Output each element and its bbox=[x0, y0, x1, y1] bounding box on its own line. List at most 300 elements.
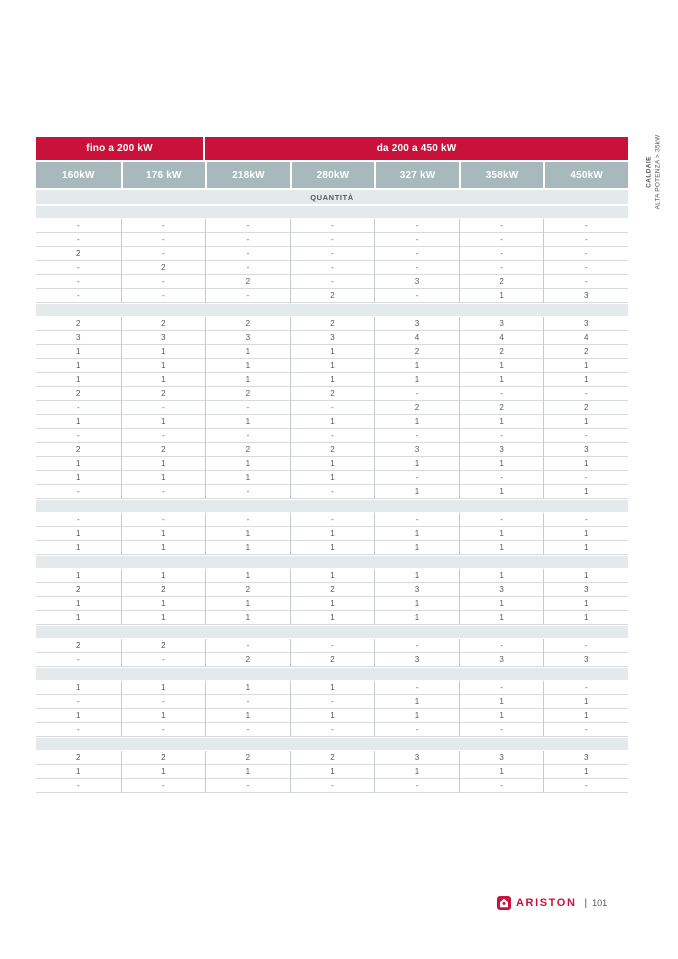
quantity-cell: - bbox=[374, 387, 459, 401]
quantity-cell: 1 bbox=[459, 597, 544, 611]
section-band bbox=[36, 667, 628, 681]
quantity-cell: 1 bbox=[543, 415, 628, 429]
quantity-cell: 1 bbox=[459, 289, 544, 303]
table-row bbox=[36, 681, 628, 695]
table-row bbox=[36, 247, 628, 261]
quantity-cell: 2 bbox=[205, 387, 290, 401]
table-row bbox=[36, 359, 628, 373]
quantity-cell: 2 bbox=[459, 275, 544, 289]
side-tab-text bbox=[644, 135, 662, 210]
quantity-cell: 1 bbox=[290, 527, 375, 541]
quantity-cell: 1 bbox=[36, 457, 121, 471]
quantity-cell: - bbox=[205, 429, 290, 443]
quantity-cell: 3 bbox=[374, 653, 459, 667]
section-band-row bbox=[36, 555, 628, 569]
quantity-cell: 1 bbox=[459, 765, 544, 779]
table-row bbox=[36, 401, 628, 415]
quantity-cell: - bbox=[459, 779, 544, 793]
quantity-cell: 1 bbox=[205, 457, 290, 471]
quantity-cell: 2 bbox=[290, 317, 375, 331]
quantity-cell: - bbox=[36, 513, 121, 527]
table-row bbox=[36, 583, 628, 597]
quantity-cell: 1 bbox=[205, 569, 290, 583]
table-row bbox=[36, 541, 628, 555]
quantity-cell: - bbox=[205, 513, 290, 527]
quantity-cell: 1 bbox=[374, 527, 459, 541]
quantity-cell: - bbox=[459, 471, 544, 485]
quantity-cell: 1 bbox=[374, 569, 459, 583]
quantity-cell: - bbox=[543, 779, 628, 793]
quantity-cell: 3 bbox=[374, 751, 459, 765]
quantity-cell: - bbox=[290, 723, 375, 737]
quantity-cell: - bbox=[121, 723, 206, 737]
quantity-cell: 1 bbox=[543, 373, 628, 387]
quantity-cell: 2 bbox=[205, 275, 290, 289]
quantity-cell: - bbox=[205, 695, 290, 709]
quantity-cell: 1 bbox=[36, 541, 121, 555]
table-row bbox=[36, 471, 628, 485]
quantity-cell: 1 bbox=[205, 373, 290, 387]
quantity-cell: 1 bbox=[121, 359, 206, 373]
quantity-cell: - bbox=[121, 429, 206, 443]
quantity-cell: 4 bbox=[374, 331, 459, 345]
quantity-cell: 2 bbox=[543, 345, 628, 359]
table-row bbox=[36, 331, 628, 345]
quantity-cell: - bbox=[290, 695, 375, 709]
quantity-cell: 2 bbox=[205, 751, 290, 765]
column-header: 218kW bbox=[205, 162, 290, 190]
quantity-cell: 1 bbox=[543, 597, 628, 611]
quantity-cell: 2 bbox=[121, 751, 206, 765]
section-band-row bbox=[36, 205, 628, 219]
quantity-cell: 1 bbox=[374, 611, 459, 625]
quantity-cell: - bbox=[36, 653, 121, 667]
quantity-cell: 1 bbox=[543, 527, 628, 541]
quantity-cell: 2 bbox=[290, 387, 375, 401]
quantity-cell: - bbox=[36, 261, 121, 275]
quantity-cell: 1 bbox=[374, 485, 459, 499]
quantity-cell: 1 bbox=[121, 373, 206, 387]
quantity-cell: 1 bbox=[543, 359, 628, 373]
quantity-cell: 2 bbox=[36, 639, 121, 653]
quantity-cell: 2 bbox=[121, 583, 206, 597]
quantity-cell: - bbox=[121, 247, 206, 261]
quantity-cell: 1 bbox=[121, 345, 206, 359]
quantity-cell: - bbox=[205, 261, 290, 275]
quantity-cell: 1 bbox=[205, 765, 290, 779]
quantity-cell: 3 bbox=[459, 317, 544, 331]
quantity-cell: 3 bbox=[459, 653, 544, 667]
quantity-cell: 1 bbox=[36, 765, 121, 779]
quantity-cell: - bbox=[121, 695, 206, 709]
table-row bbox=[36, 597, 628, 611]
section-band bbox=[36, 499, 628, 513]
quantity-cell: 3 bbox=[543, 289, 628, 303]
quantity-table bbox=[36, 137, 628, 793]
quantity-cell: - bbox=[121, 289, 206, 303]
table-row bbox=[36, 513, 628, 527]
quantity-cell: - bbox=[374, 723, 459, 737]
quantity-cell: 1 bbox=[290, 415, 375, 429]
section-band bbox=[36, 555, 628, 569]
table-row bbox=[36, 373, 628, 387]
quantity-cell: - bbox=[543, 639, 628, 653]
subheader-row bbox=[36, 190, 628, 205]
quantity-cell: 1 bbox=[205, 527, 290, 541]
quantity-cell: - bbox=[290, 219, 375, 233]
quantity-cell: - bbox=[543, 387, 628, 401]
quantity-cell: - bbox=[543, 723, 628, 737]
quantity-cell: 1 bbox=[121, 471, 206, 485]
quantity-cell: - bbox=[374, 289, 459, 303]
section-band bbox=[36, 737, 628, 751]
quantity-cell: 1 bbox=[374, 415, 459, 429]
quantity-cell: 3 bbox=[543, 751, 628, 765]
quantity-cell: 1 bbox=[36, 597, 121, 611]
quantity-cell: 1 bbox=[290, 345, 375, 359]
quantity-cell: 1 bbox=[36, 359, 121, 373]
quantity-cell: 1 bbox=[459, 541, 544, 555]
quantity-cell: - bbox=[36, 723, 121, 737]
quantity-cell: - bbox=[543, 513, 628, 527]
quantity-cell: 1 bbox=[290, 709, 375, 723]
quantity-cell: 3 bbox=[374, 583, 459, 597]
quantity-cell: 1 bbox=[543, 457, 628, 471]
quantity-cell: - bbox=[290, 401, 375, 415]
quantity-cell: 1 bbox=[374, 709, 459, 723]
quantity-cell: 4 bbox=[543, 331, 628, 345]
quantity-cell: - bbox=[459, 429, 544, 443]
quantity-cell: - bbox=[36, 219, 121, 233]
quantity-cell: - bbox=[121, 401, 206, 415]
quantity-cell: - bbox=[543, 261, 628, 275]
table-row bbox=[36, 415, 628, 429]
quantity-cell: 1 bbox=[374, 457, 459, 471]
table-row bbox=[36, 345, 628, 359]
quantity-cell: - bbox=[36, 779, 121, 793]
table-row bbox=[36, 387, 628, 401]
quantity-cell: - bbox=[543, 471, 628, 485]
side-tab-category: CALDAIE bbox=[645, 156, 652, 188]
quantity-cell: 1 bbox=[543, 569, 628, 583]
quantity-cell: 3 bbox=[374, 317, 459, 331]
quantity-cell: 3 bbox=[205, 331, 290, 345]
section-band bbox=[36, 303, 628, 317]
quantity-cell: - bbox=[205, 233, 290, 247]
table-row bbox=[36, 723, 628, 737]
quantity-cell: 1 bbox=[36, 415, 121, 429]
quantity-cell: 4 bbox=[459, 331, 544, 345]
table-row bbox=[36, 611, 628, 625]
quantity-cell: 1 bbox=[543, 611, 628, 625]
quantity-cell: 1 bbox=[121, 709, 206, 723]
quantity-cell: 1 bbox=[459, 415, 544, 429]
quantity-cell: - bbox=[543, 681, 628, 695]
quantity-cell: 3 bbox=[543, 317, 628, 331]
quantity-cell: 2 bbox=[36, 247, 121, 261]
section-band-row bbox=[36, 625, 628, 639]
side-tab-subcategory: ALTA POTENZA > 35kW bbox=[654, 134, 661, 210]
quantity-cell: 1 bbox=[205, 681, 290, 695]
table-row bbox=[36, 569, 628, 583]
quantity-cell: 2 bbox=[205, 317, 290, 331]
quantity-cell: 1 bbox=[374, 541, 459, 555]
quantity-cell: 1 bbox=[374, 597, 459, 611]
quantity-cell: 1 bbox=[121, 415, 206, 429]
quantity-cell: 1 bbox=[290, 597, 375, 611]
quantity-cell: - bbox=[205, 723, 290, 737]
quantity-cell: - bbox=[374, 779, 459, 793]
quantity-cell: - bbox=[374, 681, 459, 695]
quantity-cell: - bbox=[374, 261, 459, 275]
quantity-cell: 1 bbox=[36, 471, 121, 485]
quantity-cell: 2 bbox=[205, 653, 290, 667]
quantity-cell: 1 bbox=[36, 681, 121, 695]
quantity-cell: 3 bbox=[459, 443, 544, 457]
table-row bbox=[36, 317, 628, 331]
subheader-label: QUANTITÀ bbox=[36, 190, 628, 205]
quantity-cell: 2 bbox=[121, 261, 206, 275]
quantity-cell: 3 bbox=[459, 583, 544, 597]
quantity-cell: 1 bbox=[121, 569, 206, 583]
quantity-cell: 1 bbox=[36, 527, 121, 541]
quantity-cell: - bbox=[205, 639, 290, 653]
quantity-cell: 1 bbox=[290, 471, 375, 485]
section-band-row bbox=[36, 499, 628, 513]
quantity-cell: - bbox=[36, 695, 121, 709]
quantity-cell: 1 bbox=[459, 569, 544, 583]
quantity-cell: - bbox=[543, 429, 628, 443]
quantity-cell: - bbox=[459, 681, 544, 695]
quantity-cell: 1 bbox=[543, 485, 628, 499]
quantity-cell: 2 bbox=[290, 583, 375, 597]
quantity-cell: 2 bbox=[205, 583, 290, 597]
quantity-cell: - bbox=[290, 261, 375, 275]
quantity-cell: - bbox=[121, 219, 206, 233]
column-header: 280kW bbox=[290, 162, 375, 190]
quantity-cell: - bbox=[459, 513, 544, 527]
section-band-row bbox=[36, 303, 628, 317]
quantity-cell: 1 bbox=[290, 611, 375, 625]
quantity-cell: 1 bbox=[459, 709, 544, 723]
quantity-cell: 1 bbox=[290, 359, 375, 373]
quantity-cell: - bbox=[121, 779, 206, 793]
quantity-cell: 1 bbox=[205, 597, 290, 611]
section-band bbox=[36, 625, 628, 639]
quantity-cell: 2 bbox=[36, 583, 121, 597]
table-body bbox=[36, 205, 628, 793]
footer-separator: | bbox=[584, 897, 588, 909]
table-row bbox=[36, 653, 628, 667]
quantity-cell: - bbox=[374, 219, 459, 233]
quantity-cell: 3 bbox=[543, 653, 628, 667]
quantity-cell: 2 bbox=[290, 443, 375, 457]
quantity-cell: 1 bbox=[205, 345, 290, 359]
quantity-cell: 2 bbox=[459, 345, 544, 359]
quantity-cell: 1 bbox=[205, 359, 290, 373]
quantity-cell: - bbox=[374, 233, 459, 247]
quantity-cell: 3 bbox=[290, 331, 375, 345]
table-row bbox=[36, 429, 628, 443]
quantity-cell: - bbox=[543, 275, 628, 289]
brand-name: ARISTON bbox=[516, 897, 577, 909]
quantity-cell: - bbox=[374, 639, 459, 653]
quantity-cell: 1 bbox=[205, 709, 290, 723]
quantity-cell: 3 bbox=[36, 331, 121, 345]
quantity-cell: 2 bbox=[121, 639, 206, 653]
quantity-cell: - bbox=[290, 247, 375, 261]
quantity-cell: 1 bbox=[290, 681, 375, 695]
quantity-cell: 1 bbox=[290, 373, 375, 387]
quantity-cell: 1 bbox=[290, 457, 375, 471]
quantity-cell: - bbox=[290, 639, 375, 653]
quantity-cell: 1 bbox=[290, 541, 375, 555]
quantity-cell: 1 bbox=[459, 485, 544, 499]
quantity-cell: - bbox=[36, 485, 121, 499]
quantity-cell: 1 bbox=[36, 345, 121, 359]
quantity-cell: - bbox=[290, 429, 375, 443]
ariston-logo-icon bbox=[497, 896, 511, 910]
column-header: 358kW bbox=[459, 162, 544, 190]
table-row bbox=[36, 695, 628, 709]
group-header-2: da 200 a 450 kW bbox=[205, 137, 628, 162]
quantity-cell: 1 bbox=[459, 373, 544, 387]
column-header: 160kW bbox=[36, 162, 121, 190]
group-header-row bbox=[36, 137, 628, 162]
quantity-cell: 1 bbox=[36, 569, 121, 583]
quantity-cell: 2 bbox=[36, 387, 121, 401]
table-row bbox=[36, 485, 628, 499]
quantity-cell: 1 bbox=[205, 471, 290, 485]
table-row bbox=[36, 527, 628, 541]
quantity-cell: 1 bbox=[459, 695, 544, 709]
quantity-cell: - bbox=[36, 233, 121, 247]
section-band-row bbox=[36, 667, 628, 681]
quantity-cell: 3 bbox=[459, 751, 544, 765]
table-row bbox=[36, 261, 628, 275]
group-header-1: fino a 200 kW bbox=[36, 137, 205, 162]
quantity-cell: 2 bbox=[36, 751, 121, 765]
quantity-cell: 1 bbox=[543, 709, 628, 723]
quantity-cell: - bbox=[205, 401, 290, 415]
quantity-cell: 1 bbox=[459, 359, 544, 373]
quantity-cell: - bbox=[205, 779, 290, 793]
table-row bbox=[36, 457, 628, 471]
quantity-cell: 2 bbox=[374, 401, 459, 415]
quantity-cell: 2 bbox=[36, 443, 121, 457]
quantity-cell: - bbox=[459, 261, 544, 275]
quantity-cell: - bbox=[205, 289, 290, 303]
quantity-cell: - bbox=[543, 219, 628, 233]
quantity-cell: 1 bbox=[374, 765, 459, 779]
quantity-cell: 3 bbox=[374, 443, 459, 457]
quantity-cell: - bbox=[121, 275, 206, 289]
quantity-cell: - bbox=[459, 233, 544, 247]
quantity-cell: - bbox=[374, 513, 459, 527]
quantity-cell: - bbox=[205, 247, 290, 261]
column-header: 327 kW bbox=[374, 162, 459, 190]
quantity-cell: 3 bbox=[543, 583, 628, 597]
quantity-cell: - bbox=[543, 247, 628, 261]
quantity-cell: - bbox=[36, 289, 121, 303]
quantity-cell: - bbox=[36, 275, 121, 289]
table-row bbox=[36, 233, 628, 247]
quantity-cell: 1 bbox=[121, 541, 206, 555]
column-header-row bbox=[36, 162, 628, 190]
table-row bbox=[36, 751, 628, 765]
quantity-cell: - bbox=[121, 513, 206, 527]
quantity-cell: 1 bbox=[543, 541, 628, 555]
quantity-cell: - bbox=[459, 219, 544, 233]
quantity-cell: 2 bbox=[459, 401, 544, 415]
quantity-cell: 1 bbox=[290, 765, 375, 779]
quantity-cell: 1 bbox=[374, 695, 459, 709]
quantity-cell: 2 bbox=[543, 401, 628, 415]
quantity-cell: - bbox=[121, 485, 206, 499]
quantity-cell: 2 bbox=[290, 751, 375, 765]
quantity-cell: - bbox=[459, 387, 544, 401]
quantity-cell: 1 bbox=[121, 597, 206, 611]
table-row bbox=[36, 779, 628, 793]
quantity-cell: 1 bbox=[374, 359, 459, 373]
quantity-cell: 2 bbox=[290, 653, 375, 667]
section-band-row bbox=[36, 737, 628, 751]
page-number: 101 bbox=[592, 898, 608, 908]
table-row bbox=[36, 639, 628, 653]
quantity-cell: 1 bbox=[459, 457, 544, 471]
quantity-cell: 1 bbox=[543, 695, 628, 709]
quantity-cell: - bbox=[459, 247, 544, 261]
quantity-cell: 1 bbox=[121, 527, 206, 541]
quantity-cell: - bbox=[374, 429, 459, 443]
column-header: 176 kW bbox=[121, 162, 206, 190]
quantity-cell: 2 bbox=[121, 387, 206, 401]
quantity-cell: 1 bbox=[36, 373, 121, 387]
table-row bbox=[36, 289, 628, 303]
quantity-cell: 1 bbox=[121, 457, 206, 471]
quantity-cell: - bbox=[459, 639, 544, 653]
quantity-cell: - bbox=[36, 429, 121, 443]
column-header: 450kW bbox=[543, 162, 628, 190]
quantity-cell: - bbox=[290, 275, 375, 289]
quantity-cell: - bbox=[374, 247, 459, 261]
quantity-cell: 1 bbox=[121, 611, 206, 625]
quantity-cell: 1 bbox=[205, 415, 290, 429]
quantity-cell: - bbox=[36, 401, 121, 415]
quantity-cell: 2 bbox=[121, 443, 206, 457]
quantity-cell: 2 bbox=[290, 289, 375, 303]
page-footer bbox=[497, 894, 607, 912]
quantity-cell: 2 bbox=[121, 317, 206, 331]
quantity-cell: 2 bbox=[205, 443, 290, 457]
quantity-cell: 2 bbox=[36, 317, 121, 331]
table-row bbox=[36, 275, 628, 289]
quantity-cell: - bbox=[290, 233, 375, 247]
quantity-cell: 1 bbox=[459, 611, 544, 625]
section-band bbox=[36, 205, 628, 219]
quantity-cell: - bbox=[290, 513, 375, 527]
quantity-cell: - bbox=[205, 485, 290, 499]
quantity-cell: - bbox=[121, 233, 206, 247]
quantity-cell: 1 bbox=[205, 541, 290, 555]
quantity-cell: 1 bbox=[36, 709, 121, 723]
quantity-cell: 1 bbox=[36, 611, 121, 625]
quantity-cell: - bbox=[374, 471, 459, 485]
table-row bbox=[36, 443, 628, 457]
table-header bbox=[36, 137, 628, 205]
quantity-cell: 1 bbox=[205, 611, 290, 625]
quantity-cell: - bbox=[205, 219, 290, 233]
